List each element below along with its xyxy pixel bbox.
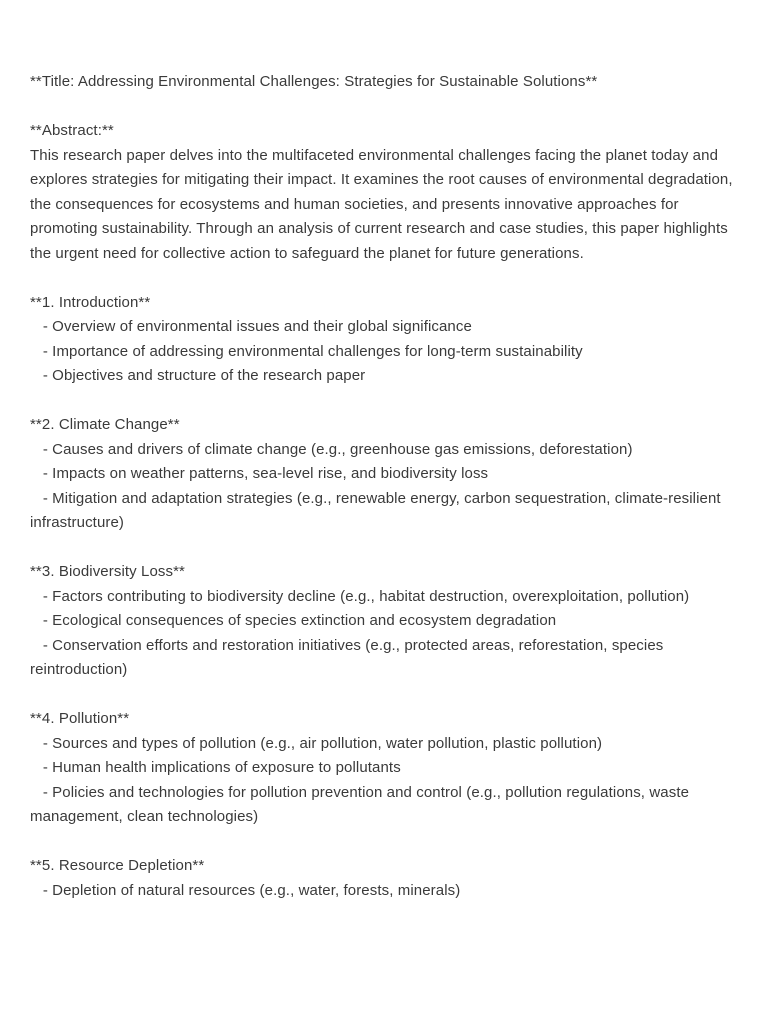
list-item: - Factors contributing to biodiversity decline (e.g., habitat destruction, overexploitation, pollution)	[30, 587, 690, 605]
list-item: - Human health implications of exposure to pollutants	[30, 759, 401, 776]
list-item: - Policies and technologies for pollution prevention and control (e.g., pollution regulations, waste management, clean technologies)	[30, 783, 694, 825]
list-item: - Depletion of natural resources (e.g., water, forests, minerals)	[30, 881, 461, 899]
list-item: - Objectives and structure of the research paper	[30, 367, 366, 384]
document-title: **Title: Addressing Environmental Challenges: Strategies for Sustainable Solutions**	[30, 73, 598, 90]
list-item: - Ecological consequences of species extinction and ecosystem degradation	[30, 612, 557, 629]
list-item: - Overview of environmental issues and their global significance	[30, 318, 472, 335]
section-heading-resource-depletion: **5. Resource Depletion**	[30, 857, 205, 874]
abstract-heading: **Abstract:**	[30, 122, 114, 139]
section-heading-pollution: **4. Pollution**	[30, 710, 130, 727]
section-heading-biodiversity-loss: **3. Biodiversity Loss**	[30, 563, 185, 580]
spacer	[30, 95, 742, 120]
list-item: - Impacts on weather patterns, sea-level rise, and biodiversity loss	[30, 465, 489, 482]
spacer	[30, 683, 742, 708]
spacer	[30, 830, 742, 855]
list-item: - Causes and drivers of climate change (e.g., greenhouse gas emissions, deforestation)	[30, 440, 633, 458]
section-heading-climate-change: **2. Climate Change**	[30, 416, 180, 433]
section-heading-introduction: **1. Introduction**	[30, 293, 151, 311]
spacer	[30, 536, 742, 561]
list-item: - Importance of addressing environmental challenges for long-term sustainability	[30, 342, 583, 360]
list-item: - Mitigation and adaptation strategies (e.g., renewable energy, carbon sequestration, climate-resilient infrastructure)	[30, 489, 725, 531]
abstract-text: This research paper delves into the multifaceted environmental challenges facing the planet today and explores strategies for mitigating their impact. It examines the root causes of environmental degradation, the consequences for ecosystems and human societies, and presents innovative approaches for promoting sustainability. Through an analysis of current research and case studies, this paper highlights the urgent need for collective action to safeguard the planet for future generations.	[30, 146, 737, 262]
spacer	[30, 266, 742, 291]
spacer	[30, 389, 742, 414]
list-item: - Sources and types of pollution (e.g., air pollution, water pollution, plastic pollution)	[30, 734, 603, 752]
list-item: - Conservation efforts and restoration initiatives (e.g., protected areas, reforestation, species reintroduction)	[30, 636, 668, 678]
document-body	[30, 70, 742, 903]
